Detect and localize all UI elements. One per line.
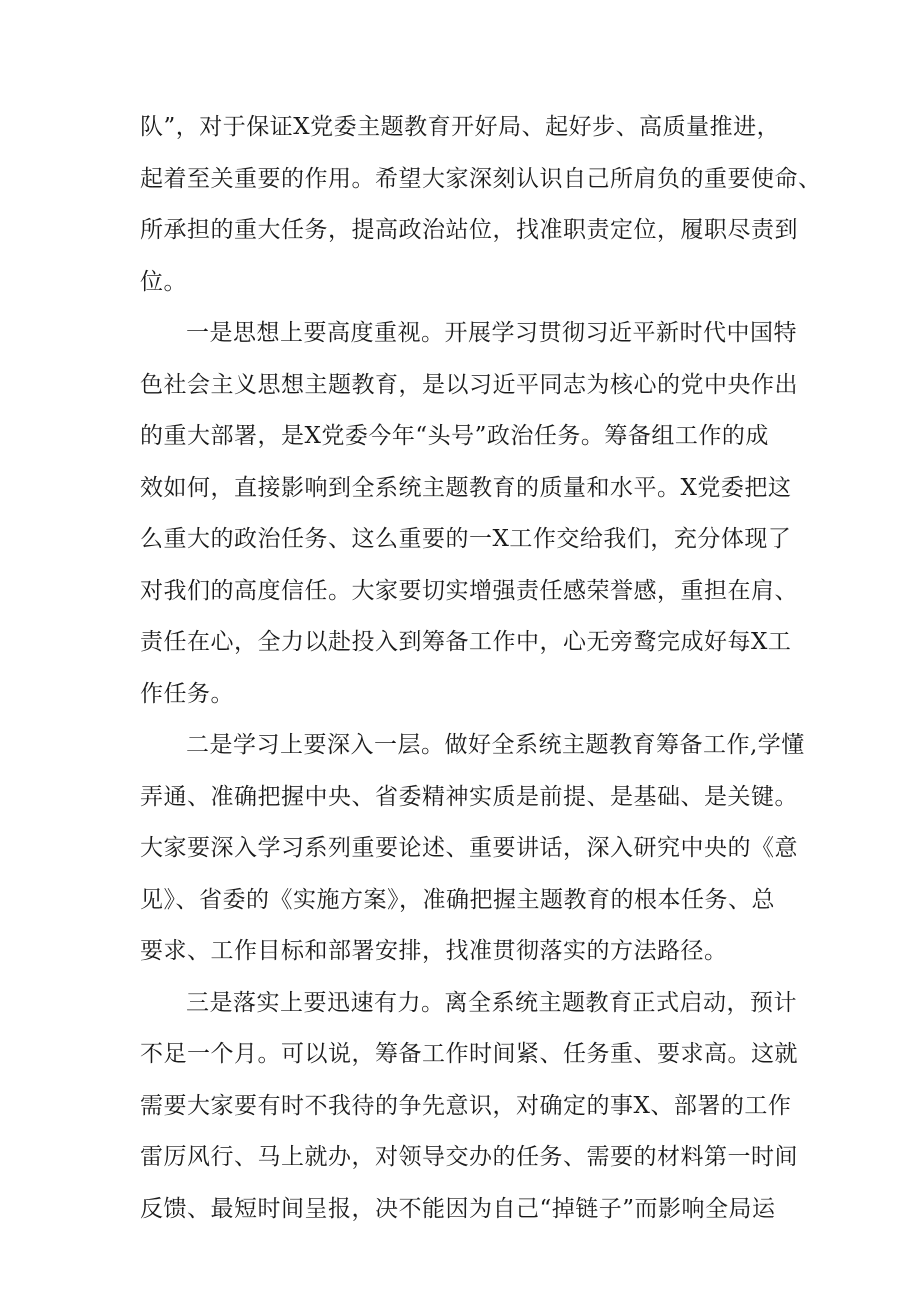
- text-line: 队”，对于保证X党委主题教育开好局、起好步、高质量推进，: [140, 114, 781, 140]
- text-line: 色社会主义思想主题教育，是以习近平同志为核心的党中央作出: [140, 371, 798, 398]
- text-line: 位。: [140, 268, 187, 295]
- text-line: 见》、省委的《实施方案》，准确把握主题教育的根本任务、总: [140, 886, 775, 913]
- text-line: 么重大的政治任务、这么重要的一X工作交给我们，充分体现了: [140, 526, 792, 552]
- document-body: [140, 102, 822, 1235]
- text-line: 大家要深入学习系列重要论述、重要讲话，深入研究中央的《意: [140, 835, 798, 861]
- text-line: 弄通、准确把握中央、省委精神实质是前提、是基础、是关键。: [140, 783, 798, 810]
- text-line: 起着至关重要的作用。希望大家深刻认识自己所肩负的重要使命、: [140, 165, 822, 192]
- paragraph-first-line: 三是落实上要迅速有力。离全系统主题教育正式启动，预计: [186, 989, 797, 1016]
- text-line: 需要大家要有时不我待的争先意识，对确定的事X、部署的工作: [140, 1092, 792, 1119]
- text-line: 的重大部署，是X党委今年“头号”政治任务。筹备组工作的成: [140, 423, 769, 449]
- text-line: 责任在心，全力以赴投入到筹备工作中，心无旁鹜完成好每X工: [140, 629, 792, 655]
- text-line: 效如何，直接影响到全系统主题教育的质量和水平。X党委把这: [140, 474, 792, 501]
- text-line: 雷厉风行、马上就办，对领导交办的任务、需要的材料第一时间: [140, 1144, 798, 1170]
- paragraph-first-line: 二是学习上要深入一层。做好全系统主题教育筹备工作,学懂: [186, 732, 805, 758]
- text-line: 要求、工作目标和部署安排，找准贯彻落实的方法路径。: [140, 938, 728, 964]
- text-line: 所承担的重大任务，提高政治站位，找准职责定位，履职尽责到: [140, 217, 798, 243]
- text-line: 不足一个月。可以说，筹备工作时间紧、任务重、要求高。这就: [140, 1041, 798, 1067]
- text-line: 对我们的高度信任。大家要切实增强责任感荣誉感，重担在肩、: [140, 577, 798, 604]
- paragraph-first-line: 一是思想上要高度重视。开展学习贯彻习近平新时代中国特: [186, 320, 797, 346]
- text-line: 作任务。: [140, 680, 234, 707]
- text-line: 反馈、最短时间呈报，决不能因为自己“掉链子”而影响全局运: [140, 1195, 776, 1222]
